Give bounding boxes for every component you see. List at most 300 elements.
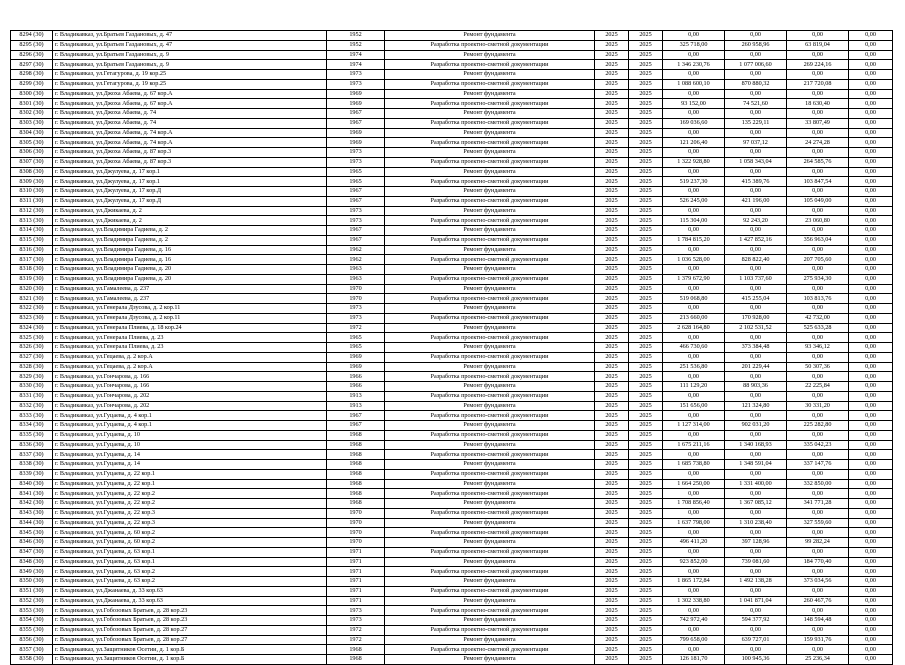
fund-amount-cell: 0,00 — [725, 128, 787, 138]
address-cell: г. Владикавказ, ул.Гобозовых Братьев, д. 28 кор.23 — [53, 606, 327, 616]
end-year-cell: 2025 — [629, 547, 663, 557]
total-cost-cell: 121 206,40 — [663, 138, 725, 148]
total-cost-cell: 1 708 856,40 — [663, 499, 725, 509]
fund-amount-cell: 1 427 852,16 — [725, 235, 787, 245]
work-type-cell: Разработка проектно-сметной документации — [385, 196, 595, 206]
other-amount-cell: 0,00 — [849, 284, 893, 294]
table-row — [11, 118, 893, 128]
table-row — [11, 401, 893, 411]
work-type-cell: Разработка проектно-сметной документации — [385, 333, 595, 343]
address-cell: г. Владикавказ, ул.Гуцаева, д. 22 кор.3 — [53, 508, 327, 518]
total-cost-cell: 0,00 — [663, 372, 725, 382]
row-number-cell: 8336 (30) — [11, 440, 53, 450]
build-year-cell: 1967 — [327, 235, 385, 245]
table-row — [11, 362, 893, 372]
work-type-cell: Ремонт фундамента — [385, 128, 595, 138]
build-year-cell: 1968 — [327, 489, 385, 499]
address-cell: г. Владикавказ, ул.Гамалеева, д. 237 — [53, 294, 327, 304]
total-cost-cell: 126 181,70 — [663, 655, 725, 665]
work-type-cell: Ремонт фундамента — [385, 362, 595, 372]
total-cost-cell: 0,00 — [663, 411, 725, 421]
start-year-cell: 2025 — [595, 538, 629, 548]
start-year-cell: 2025 — [595, 294, 629, 304]
table-row — [11, 99, 893, 109]
fund-amount-cell: 0,00 — [725, 645, 787, 655]
start-year-cell: 2025 — [595, 411, 629, 421]
work-type-cell: Ремонт фундамента — [385, 343, 595, 353]
start-year-cell: 2025 — [595, 343, 629, 353]
total-cost-cell: 1 637 798,00 — [663, 518, 725, 528]
owner-amount-cell: 327 559,60 — [787, 518, 849, 528]
address-cell: г. Владикавказ, ул.Генерала Дзусова, д. 2 кор.11 — [53, 313, 327, 323]
end-year-cell: 2025 — [629, 333, 663, 343]
table-row — [11, 284, 893, 294]
table-row — [11, 411, 893, 421]
build-year-cell: 1967 — [327, 118, 385, 128]
build-year-cell: 1972 — [327, 625, 385, 635]
work-type-cell: Ремонт фундамента — [385, 401, 595, 411]
fund-amount-cell: 1 077 006,60 — [725, 60, 787, 70]
work-type-cell: Ремонт фундамента — [385, 421, 595, 431]
fund-amount-cell: 260 958,96 — [725, 40, 787, 50]
build-year-cell: 1969 — [327, 362, 385, 372]
work-type-cell: Разработка проектно-сметной документации — [385, 586, 595, 596]
table-row — [11, 469, 893, 479]
fund-amount-cell: 100 945,36 — [725, 655, 787, 665]
row-number-cell: 8313 (30) — [11, 216, 53, 226]
work-type-cell: Разработка проектно-сметной документации — [385, 372, 595, 382]
build-year-cell: 1967 — [327, 226, 385, 236]
address-cell: г. Владикавказ, ул.Братьев Газдановых, д. 9 — [53, 50, 327, 60]
build-year-cell: 1968 — [327, 645, 385, 655]
row-number-cell: 8307 (30) — [11, 157, 53, 167]
total-cost-cell: 213 660,00 — [663, 313, 725, 323]
row-number-cell: 8331 (30) — [11, 391, 53, 401]
address-cell: г. Владикавказ, ул.Гуцаева, д. 63 кор.1 — [53, 557, 327, 567]
row-number-cell: 8334 (30) — [11, 421, 53, 431]
owner-amount-cell: 260 467,76 — [787, 596, 849, 606]
total-cost-cell: 519 237,30 — [663, 177, 725, 187]
end-year-cell: 2025 — [629, 606, 663, 616]
fund-amount-cell: 0,00 — [725, 50, 787, 60]
other-amount-cell: 0,00 — [849, 567, 893, 577]
start-year-cell: 2025 — [595, 226, 629, 236]
other-amount-cell: 0,00 — [849, 479, 893, 489]
table-row — [11, 294, 893, 304]
build-year-cell: 1965 — [327, 333, 385, 343]
address-cell: г. Владикавказ, ул.Гобозовых Братьев, д. 28 кор.27 — [53, 635, 327, 645]
end-year-cell: 2025 — [629, 304, 663, 314]
row-number-cell: 8352 (30) — [11, 596, 53, 606]
work-type-cell: Ремонт фундамента — [385, 187, 595, 197]
other-amount-cell: 0,00 — [849, 616, 893, 626]
end-year-cell: 2025 — [629, 187, 663, 197]
row-number-cell: 8306 (30) — [11, 148, 53, 158]
build-year-cell: 1970 — [327, 528, 385, 538]
total-cost-cell: 0,00 — [663, 489, 725, 499]
end-year-cell: 2025 — [629, 40, 663, 50]
other-amount-cell: 0,00 — [849, 460, 893, 470]
table-row — [11, 235, 893, 245]
other-amount-cell: 0,00 — [849, 323, 893, 333]
address-cell: г. Владикавказ, ул.Джоха Абаева, д. 87 кор.3 — [53, 148, 327, 158]
fund-amount-cell: 0,00 — [725, 284, 787, 294]
work-type-cell: Разработка проектно-сметной документации — [385, 411, 595, 421]
start-year-cell: 2025 — [595, 586, 629, 596]
work-type-cell: Ремонт фундамента — [385, 440, 595, 450]
total-cost-cell: 251 536,80 — [663, 362, 725, 372]
build-year-cell: 1972 — [327, 323, 385, 333]
build-year-cell: 1965 — [327, 343, 385, 353]
row-number-cell: 8305 (30) — [11, 138, 53, 148]
fund-amount-cell: 92 243,20 — [725, 216, 787, 226]
owner-amount-cell: 159 931,76 — [787, 635, 849, 645]
start-year-cell: 2025 — [595, 430, 629, 440]
end-year-cell: 2025 — [629, 206, 663, 216]
row-number-cell: 8309 (30) — [11, 177, 53, 187]
owner-amount-cell: 332 850,00 — [787, 479, 849, 489]
start-year-cell: 2025 — [595, 362, 629, 372]
other-amount-cell: 0,00 — [849, 50, 893, 60]
row-number-cell: 8343 (30) — [11, 508, 53, 518]
fund-amount-cell: 1 331 400,00 — [725, 479, 787, 489]
start-year-cell: 2025 — [595, 284, 629, 294]
work-type-cell: Ремонт фундамента — [385, 635, 595, 645]
table-row — [11, 499, 893, 509]
work-type-cell: Разработка проектно-сметной документации — [385, 430, 595, 440]
total-cost-cell: 1 346 230,76 — [663, 60, 725, 70]
work-type-cell: Ремонт фундамента — [385, 206, 595, 216]
table-row — [11, 313, 893, 323]
row-number-cell: 8348 (30) — [11, 557, 53, 567]
build-year-cell: 1968 — [327, 450, 385, 460]
other-amount-cell: 0,00 — [849, 40, 893, 50]
work-type-cell: Разработка проектно-сметной документации — [385, 391, 595, 401]
start-year-cell: 2025 — [595, 577, 629, 587]
owner-amount-cell: 18 630,40 — [787, 99, 849, 109]
build-year-cell: 1913 — [327, 401, 385, 411]
total-cost-cell: 0,00 — [663, 206, 725, 216]
work-type-cell: Разработка проектно-сметной документации — [385, 255, 595, 265]
row-number-cell: 8319 (30) — [11, 274, 53, 284]
build-year-cell: 1968 — [327, 499, 385, 509]
end-year-cell: 2025 — [629, 60, 663, 70]
build-year-cell: 1969 — [327, 89, 385, 99]
build-year-cell: 1973 — [327, 616, 385, 626]
total-cost-cell: 0,00 — [663, 109, 725, 119]
owner-amount-cell: 22 225,84 — [787, 382, 849, 392]
total-cost-cell: 0,00 — [663, 265, 725, 275]
start-year-cell: 2025 — [595, 469, 629, 479]
row-number-cell: 8296 (30) — [11, 50, 53, 60]
end-year-cell: 2025 — [629, 635, 663, 645]
start-year-cell: 2025 — [595, 206, 629, 216]
work-type-cell: Разработка проектно-сметной документации — [385, 489, 595, 499]
total-cost-cell: 0,00 — [663, 528, 725, 538]
other-amount-cell: 0,00 — [849, 157, 893, 167]
end-year-cell: 2025 — [629, 138, 663, 148]
start-year-cell: 2025 — [595, 440, 629, 450]
build-year-cell: 1970 — [327, 294, 385, 304]
table-row — [11, 567, 893, 577]
row-number-cell: 8316 (30) — [11, 245, 53, 255]
address-cell: г. Владикавказ, ул.Владимира Гадиева, д. 16 — [53, 245, 327, 255]
end-year-cell: 2025 — [629, 362, 663, 372]
end-year-cell: 2025 — [629, 89, 663, 99]
other-amount-cell: 0,00 — [849, 528, 893, 538]
build-year-cell: 1974 — [327, 50, 385, 60]
table-row — [11, 187, 893, 197]
table-row — [11, 40, 893, 50]
owner-amount-cell: 30 331,20 — [787, 401, 849, 411]
end-year-cell: 2025 — [629, 401, 663, 411]
other-amount-cell: 0,00 — [849, 216, 893, 226]
build-year-cell: 1970 — [327, 538, 385, 548]
table-row — [11, 128, 893, 138]
address-cell: г. Владикавказ, ул.Гуцаева, д. 63 кор.2 — [53, 577, 327, 587]
address-cell: г. Владикавказ, ул.Гуцаева, д. 22 кор.3 — [53, 518, 327, 528]
table-row — [11, 625, 893, 635]
table-row — [11, 89, 893, 99]
table-row — [11, 196, 893, 206]
row-number-cell: 8298 (30) — [11, 70, 53, 80]
other-amount-cell: 0,00 — [849, 60, 893, 70]
work-type-cell: Ремонт фундамента — [385, 226, 595, 236]
table-row — [11, 206, 893, 216]
end-year-cell: 2025 — [629, 50, 663, 60]
fund-amount-cell: 201 229,44 — [725, 362, 787, 372]
table-row — [11, 547, 893, 557]
build-year-cell: 1967 — [327, 421, 385, 431]
table-row — [11, 323, 893, 333]
table-row — [11, 391, 893, 401]
address-cell: г. Владикавказ, ул.Братьев Газдановых, д. 47 — [53, 40, 327, 50]
row-number-cell: 8333 (30) — [11, 411, 53, 421]
other-amount-cell: 0,00 — [849, 265, 893, 275]
row-number-cell: 8301 (30) — [11, 99, 53, 109]
fund-amount-cell: 0,00 — [725, 567, 787, 577]
build-year-cell: 1969 — [327, 99, 385, 109]
total-cost-cell: 1 784 815,20 — [663, 235, 725, 245]
work-type-cell: Ремонт фундамента — [385, 284, 595, 294]
owner-amount-cell: 225 282,80 — [787, 421, 849, 431]
row-number-cell: 8297 (30) — [11, 60, 53, 70]
build-year-cell: 1973 — [327, 304, 385, 314]
start-year-cell: 2025 — [595, 489, 629, 499]
build-year-cell: 1968 — [327, 460, 385, 470]
table-row — [11, 177, 893, 187]
owner-amount-cell: 0,00 — [787, 70, 849, 80]
table-row — [11, 596, 893, 606]
address-cell: г. Владикавказ, ул.Гамалеева, д. 237 — [53, 284, 327, 294]
total-cost-cell: 0,00 — [663, 450, 725, 460]
total-cost-cell: 0,00 — [663, 284, 725, 294]
work-type-cell: Разработка проектно-сметной документации — [385, 157, 595, 167]
owner-amount-cell: 0,00 — [787, 547, 849, 557]
start-year-cell: 2025 — [595, 50, 629, 60]
work-type-cell: Ремонт фундамента — [385, 460, 595, 470]
address-cell: г. Владикавказ, ул.Джоха Абаева, д. 74 кор.А — [53, 138, 327, 148]
end-year-cell: 2025 — [629, 226, 663, 236]
table-row — [11, 421, 893, 431]
build-year-cell: 1967 — [327, 187, 385, 197]
other-amount-cell: 0,00 — [849, 235, 893, 245]
end-year-cell: 2025 — [629, 118, 663, 128]
build-year-cell: 1962 — [327, 245, 385, 255]
total-cost-cell: 111 129,20 — [663, 382, 725, 392]
fund-amount-cell: 0,00 — [725, 206, 787, 216]
other-amount-cell: 0,00 — [849, 245, 893, 255]
fund-amount-cell: 0,00 — [725, 508, 787, 518]
fund-amount-cell: 0,00 — [725, 226, 787, 236]
other-amount-cell: 0,00 — [849, 577, 893, 587]
owner-amount-cell: 207 705,60 — [787, 255, 849, 265]
end-year-cell: 2025 — [629, 508, 663, 518]
other-amount-cell: 0,00 — [849, 489, 893, 499]
total-cost-cell: 0,00 — [663, 508, 725, 518]
owner-amount-cell: 25 236,34 — [787, 655, 849, 665]
total-cost-cell: 526 245,00 — [663, 196, 725, 206]
end-year-cell: 2025 — [629, 372, 663, 382]
build-year-cell: 1973 — [327, 206, 385, 216]
end-year-cell: 2025 — [629, 567, 663, 577]
row-number-cell: 8330 (30) — [11, 382, 53, 392]
end-year-cell: 2025 — [629, 70, 663, 80]
table-row — [11, 382, 893, 392]
build-year-cell: 1962 — [327, 255, 385, 265]
other-amount-cell: 0,00 — [849, 148, 893, 158]
other-amount-cell: 0,00 — [849, 167, 893, 177]
start-year-cell: 2025 — [595, 479, 629, 489]
total-cost-cell: 1 664 250,00 — [663, 479, 725, 489]
start-year-cell: 2025 — [595, 450, 629, 460]
total-cost-cell: 1 675 211,16 — [663, 440, 725, 450]
work-type-cell: Разработка проектно-сметной документации — [385, 235, 595, 245]
fund-amount-cell: 397 128,96 — [725, 538, 787, 548]
fund-amount-cell: 0,00 — [725, 606, 787, 616]
start-year-cell: 2025 — [595, 89, 629, 99]
total-cost-cell: 0,00 — [663, 31, 725, 41]
start-year-cell: 2025 — [595, 157, 629, 167]
fund-amount-cell: 0,00 — [725, 469, 787, 479]
end-year-cell: 2025 — [629, 235, 663, 245]
total-cost-cell: 93 152,00 — [663, 99, 725, 109]
address-cell: г. Владикавказ, ул.Владимира Гадиева, д. 2 — [53, 226, 327, 236]
address-cell: г. Владикавказ, ул.Гончарова, д. 166 — [53, 372, 327, 382]
end-year-cell: 2025 — [629, 245, 663, 255]
owner-amount-cell: 217 720,08 — [787, 79, 849, 89]
row-number-cell: 8345 (30) — [11, 528, 53, 538]
address-cell: г. Владикавказ, ул.Генерала Плиева, д. 18 кор.24 — [53, 323, 327, 333]
build-year-cell: 1971 — [327, 547, 385, 557]
other-amount-cell: 0,00 — [849, 187, 893, 197]
other-amount-cell: 0,00 — [849, 499, 893, 509]
build-year-cell: 1967 — [327, 196, 385, 206]
fund-amount-cell: 0,00 — [725, 411, 787, 421]
fund-amount-cell: 2 102 531,52 — [725, 323, 787, 333]
row-number-cell: 8338 (30) — [11, 460, 53, 470]
row-number-cell: 8337 (30) — [11, 450, 53, 460]
table-row — [11, 148, 893, 158]
owner-amount-cell: 0,00 — [787, 128, 849, 138]
table-row — [11, 245, 893, 255]
total-cost-cell: 2 628 164,80 — [663, 323, 725, 333]
address-cell: г. Владикавказ, ул.Генерала Плиева, д. 23 — [53, 333, 327, 343]
start-year-cell: 2025 — [595, 304, 629, 314]
end-year-cell: 2025 — [629, 586, 663, 596]
total-cost-cell: 1 379 672,90 — [663, 274, 725, 284]
table-row — [11, 518, 893, 528]
end-year-cell: 2025 — [629, 655, 663, 665]
work-type-cell: Ремонт фундамента — [385, 557, 595, 567]
address-cell: г. Владикавказ, ул.Гобозовых Братьев, д. 28 кор.27 — [53, 625, 327, 635]
total-cost-cell: 0,00 — [663, 187, 725, 197]
start-year-cell: 2025 — [595, 352, 629, 362]
other-amount-cell: 0,00 — [849, 79, 893, 89]
owner-amount-cell: 337 147,76 — [787, 460, 849, 470]
address-cell: г. Владикавказ, ул.Гуцаева, д. 14 — [53, 450, 327, 460]
address-cell: г. Владикавказ, ул.Джулуева, д. 17 кор.Д — [53, 196, 327, 206]
address-cell: г. Владикавказ, ул.Владимира Гадиева, д. 20 — [53, 265, 327, 275]
start-year-cell: 2025 — [595, 138, 629, 148]
owner-amount-cell: 0,00 — [787, 148, 849, 158]
address-cell: г. Владикавказ, ул.Гуцаева, д. 60 кор.2 — [53, 538, 327, 548]
build-year-cell: 1973 — [327, 79, 385, 89]
total-cost-cell: 0,00 — [663, 245, 725, 255]
fund-amount-cell: 0,00 — [725, 586, 787, 596]
other-amount-cell: 0,00 — [849, 586, 893, 596]
start-year-cell: 2025 — [595, 167, 629, 177]
other-amount-cell: 0,00 — [849, 645, 893, 655]
work-type-cell: Ремонт фундамента — [385, 304, 595, 314]
table-row — [11, 167, 893, 177]
address-cell: г. Владикавказ, ул.Гончарова, д. 202 — [53, 391, 327, 401]
row-number-cell: 8328 (30) — [11, 362, 53, 372]
fund-amount-cell: 902 031,20 — [725, 421, 787, 431]
table-row — [11, 79, 893, 89]
fund-amount-cell: 870 880,32 — [725, 79, 787, 89]
build-year-cell: 1973 — [327, 313, 385, 323]
start-year-cell: 2025 — [595, 128, 629, 138]
row-number-cell: 8351 (30) — [11, 586, 53, 596]
owner-amount-cell: 103 847,54 — [787, 177, 849, 187]
build-year-cell: 1968 — [327, 655, 385, 665]
address-cell: г. Владикавказ, ул.Гуцаева, д. 4 кор.1 — [53, 421, 327, 431]
other-amount-cell: 0,00 — [849, 226, 893, 236]
start-year-cell: 2025 — [595, 196, 629, 206]
address-cell: г. Владикавказ, ул.Джулуева, д. 17 кор.1 — [53, 177, 327, 187]
start-year-cell: 2025 — [595, 265, 629, 275]
work-type-cell: Ремонт фундамента — [385, 89, 595, 99]
start-year-cell: 2025 — [595, 274, 629, 284]
other-amount-cell: 0,00 — [849, 430, 893, 440]
build-year-cell: 1966 — [327, 372, 385, 382]
row-number-cell: 8311 (30) — [11, 196, 53, 206]
owner-amount-cell: 269 224,16 — [787, 60, 849, 70]
end-year-cell: 2025 — [629, 616, 663, 626]
owner-amount-cell: 0,00 — [787, 226, 849, 236]
start-year-cell: 2025 — [595, 109, 629, 119]
start-year-cell: 2025 — [595, 567, 629, 577]
address-cell: г. Владикавказ, ул.Гончарова, д. 202 — [53, 401, 327, 411]
other-amount-cell: 0,00 — [849, 304, 893, 314]
start-year-cell: 2025 — [595, 645, 629, 655]
address-cell: г. Владикавказ, ул.Генерала Плиева, д. 23 — [53, 343, 327, 353]
build-year-cell: 1972 — [327, 635, 385, 645]
fund-amount-cell: 74 521,60 — [725, 99, 787, 109]
total-cost-cell: 1 685 738,80 — [663, 460, 725, 470]
other-amount-cell: 0,00 — [849, 89, 893, 99]
